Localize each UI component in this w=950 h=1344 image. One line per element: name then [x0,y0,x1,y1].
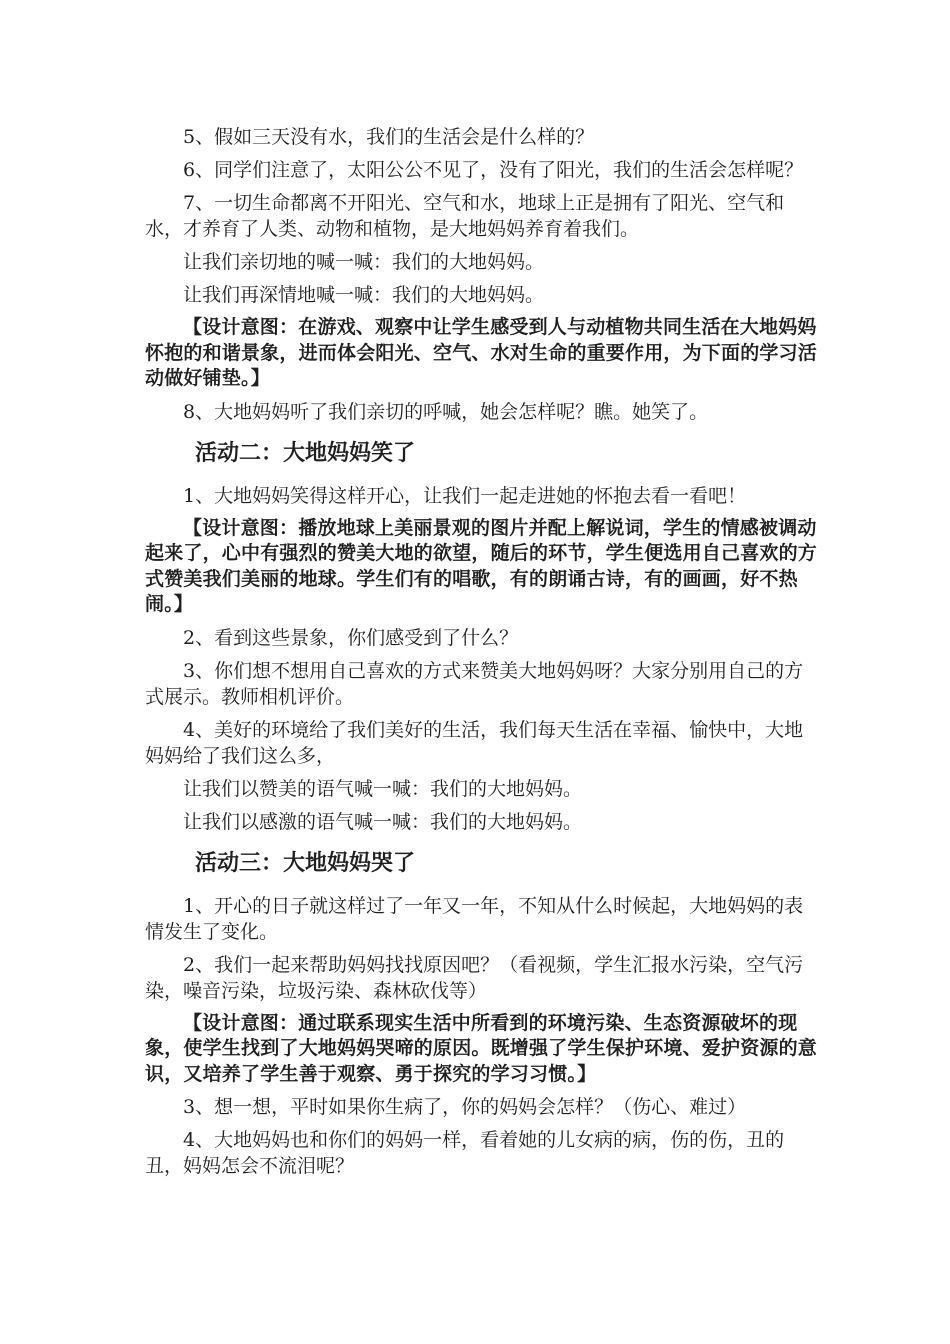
paragraph: 让我们以感激的语气喊一喊：我们的大地妈妈。 [183,810,583,833]
design-intent-note: 【设计意图：通过联系现实生活中所看到的环境污染、生态资源破坏的现象，使学生找到了大地妈妈哭啼的原因。既增强了学生保护环境、爱护资源的意识，又培养了学生善于观察、勇于探究的学习习惯。】 [145,1011,818,1085]
design-intent-note: 【设计意图：在游戏、观察中让学生感受到人与动植物共同生活在大地妈妈怀抱的和谐景象，进而体会阳光、空气、水对生命的重要作用，为下面的学习活动做好铺垫。】 [145,316,818,389]
paragraph: 让我们以赞美的语气喊一喊：我们的大地妈妈。 [183,777,583,800]
paragraph: 3、想一想，平时如果你生病了，你的妈妈会怎样？（伤心、难过） [183,1096,747,1118]
paragraph: 2、看到这些景象，你们感受到了什么？ [183,626,519,649]
section-heading: 活动二：大地妈妈笑了 [195,440,416,466]
paragraph: 让我们再深情地喊一喊：我们的大地妈妈。 [183,284,545,306]
paragraph: 4、美好的环境给了我们美好的生活，我们每天生活在幸福、愉快中，大地妈妈给了我们这么多， [145,718,804,767]
paragraph: 2、我们一起来帮助妈妈找找原因吧？（看视频，学生汇报水污染，空气污染，噪音污染，垃圾污染、森林砍伐等） [145,953,804,1002]
paragraph: 8、大地妈妈听了我们亲切的呼喊，她会怎样呢？瞧。她笑了。 [183,400,709,423]
paragraph: 6、同学们注意了，太阳公公不见了，没有了阳光，我们的生活会怎样呢？ [183,159,804,181]
paragraph: 1、大地妈妈笑得这样开心，让我们一起走进她的怀抱去看一看吧！ [183,484,747,507]
paragraph: 让我们亲切地的喊一喊：我们的大地妈妈。 [183,251,545,273]
paragraph: 4、大地妈妈也和你们的妈妈一样，看着她的儿女病的病，伤的伤，丑的丑，妈妈怎会不流泪呢？ [145,1129,785,1177]
design-intent-note: 【设计意图：播放地球上美丽景观的图片并配上解说词，学生的情感被调动起来了，心中有强烈的赞美大地的欲望，随后的环节，学生便选用自己喜欢的方式赞美我们美丽的地球。学生们有的唱歌，有的朗诵古诗，有的画画，好不热闹。】 [145,516,818,615]
section-heading: 活动三：大地妈妈哭了 [195,850,416,876]
paragraph: 3、你们想不想用自己喜欢的方式来赞美大地妈妈呀？大家分别用自己的方式展示。教师相机评价。 [145,659,804,708]
paragraph: 1、开心的日子就这样过了一年又一年，不知从什么时候起，大地妈妈的表情发生了变化。 [145,894,804,943]
paragraph: 5、假如三天没有水，我们的生活会是什么样的？ [183,126,595,148]
paragraph: 7、一切生命都离不开阳光、空气和水，地球上正是拥有了阳光、空气和水，才养育了人类、动物和植物，是大地妈妈养育着我们。 [145,192,785,240]
